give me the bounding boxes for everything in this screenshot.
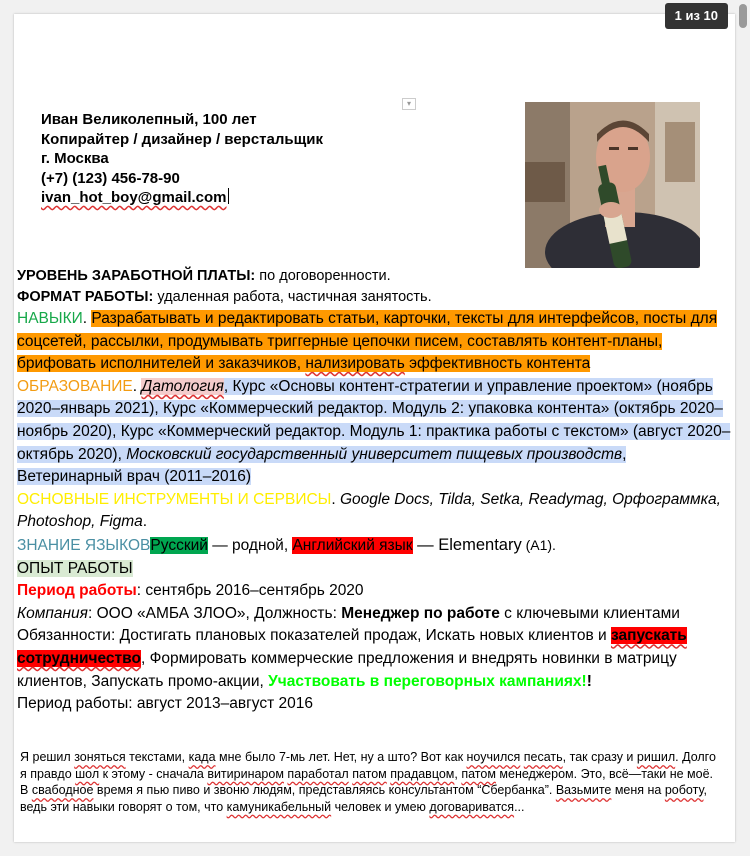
applicant-phone: (+7) (123) 456-78-90 xyxy=(41,169,180,187)
skills-text xyxy=(17,310,717,372)
education-degree: , Ветеринарный врач (2011–2016) xyxy=(17,445,627,486)
story-text: Я решил xyxy=(20,750,75,764)
contact-header xyxy=(41,110,323,208)
story-text: менеджером. Это, всё—таки не моё. В xyxy=(20,766,713,798)
education-label: ОБРАЗОВАНИЕ xyxy=(17,377,133,395)
story-text: , xyxy=(454,766,462,781)
misspelled-word: ноучился xyxy=(466,750,521,764)
duties-start: Обязанности: Достигать плановых показателей продаж, Искать новых клиентов и xyxy=(17,627,611,645)
tools-label: ОСНОВНЫЕ ИНСТРУМЕНТЫ И СЕРВИСЫ xyxy=(17,490,332,508)
education-courses: , Курс «Основы контент-стратегии и управление проектом» (ноябрь 2020–январь 2021), Курс «Коммерческий редактор. Модуль 2: упаковка контента» (октябрь 2020–ноябрь 2020), Курс «Коммерческий редактор. Модуль 1: практика работы с текстом» (август 2020–октябрь 2020), xyxy=(17,377,731,463)
duties-middle: , Формировать коммерческие предложения и внедрять новинки в матрицу клиентов, Запускать промо-акции, xyxy=(17,649,677,690)
duties-highlight-green: Участвовать в переговорных кампаниях! xyxy=(268,672,587,690)
misspelled-word: свабодное xyxy=(31,783,94,798)
story-text: текстами, xyxy=(125,750,189,764)
format-label: ФОРМАТ РАБОТЫ: xyxy=(17,289,154,305)
company-label: Компания xyxy=(17,604,88,622)
story-text: ... xyxy=(514,799,525,814)
misspelled-word: камуникабельный xyxy=(226,799,332,814)
misspelled-word: патом xyxy=(352,766,387,781)
language-english-code: (A1). xyxy=(521,536,556,553)
misspelled-word: када xyxy=(188,750,216,764)
period-label: Период работы xyxy=(17,582,137,600)
resume-body xyxy=(17,266,735,716)
experience-company xyxy=(17,603,735,626)
applicant-email[interactable]: ivan_hot_boy@gmail.com xyxy=(41,189,227,206)
experience-heading-line xyxy=(17,558,735,581)
misspelled-word: прадавцом xyxy=(390,766,455,781)
education-section: ОБРАЗОВАНИЕ. Датология, Курс «Основы контент-стратегии и управление проектом» (ноябрь 2020–январь 2021), Курс «Коммерческий редактор. Модуль 2: упаковка контента» (октябрь 2020–ноябрь 2020), Курс «Коммерческий редактор. Модуль 1: практика работы с текстом» (август 2020–октябрь 2020), Московский государственный университет пищевых производств, Ветеринарный врач (2011–2016) xyxy=(17,377,731,486)
story-text: к этому - сначала xyxy=(99,766,208,781)
chevron-down-icon[interactable]: ▾ xyxy=(402,98,416,110)
experience-period xyxy=(17,580,735,603)
languages-label: ЗНАНИЕ ЯЗЫКОВ xyxy=(17,536,151,554)
misspelled-word: шол xyxy=(75,766,100,781)
personal-story xyxy=(20,749,720,815)
tools-list: Google Docs, Tilda, Setka, Readymag, Орфограммка, Photoshop, Figma xyxy=(17,490,721,531)
story-text: меня на xyxy=(611,783,665,798)
skills-text-main: Разрабатывать и редактировать статьи, карточки, тексты для интерфейсов, посты для соцсетей, рассылки, продумывать триггерные цепочки писем, составлять контент-планы, брифовать исполнителей и заказчиков, xyxy=(17,310,718,373)
tools-section: ОСНОВНЫЕ ИНСТРУМЕНТЫ И СЕРВИСЫ. Google Docs, Tilda, Setka, Readymag, Орфограммка, Photoshop, Figma. xyxy=(17,490,721,531)
text-cursor xyxy=(228,188,229,204)
story-text: время я пью пиво и звоню людям, представляясь консультантом “Сбербанка”. xyxy=(93,783,556,798)
language-english-level: — Elementary xyxy=(412,535,522,554)
story-text: , так сразу и xyxy=(562,750,637,764)
applicant-role: Копирайтер / дизайнер / верстальщик xyxy=(41,130,324,148)
duties-highlight-red: запускать сотрудничество xyxy=(17,627,687,667)
education-university: Московский государственный университет пищевых производств xyxy=(126,445,623,463)
misspelled-word: ришил xyxy=(636,750,676,764)
skills-text-end: эффективность контента xyxy=(404,355,591,373)
experience-label: ОПЫТ РАБОТЫ xyxy=(17,559,133,577)
duties-end: ! xyxy=(586,672,592,690)
language-russian: Русский xyxy=(150,536,208,554)
story-text: человек и умею xyxy=(331,799,430,814)
format-line xyxy=(17,287,735,308)
misspelled-word: витиринаром xyxy=(207,766,284,781)
applicant-city: г. Москва xyxy=(41,150,109,167)
misspelled-word: договариватся xyxy=(429,799,515,814)
salary-value: по договоренности. xyxy=(255,268,391,284)
period-value: : сентябрь 2016–сентябрь 2020 xyxy=(136,582,364,600)
language-russian-level: — родной, xyxy=(207,536,293,554)
skills-label: НАВЫКИ xyxy=(17,310,83,327)
language-english: Английский язык xyxy=(292,536,413,554)
scrollbar-thumb[interactable] xyxy=(739,4,747,28)
misspelled-word: песать xyxy=(523,750,563,764)
languages-section xyxy=(17,534,735,558)
salary-label: УРОВЕНЬ ЗАРАБОТНОЙ ПЛАТЫ: xyxy=(17,268,256,284)
applicant-email-line[interactable] xyxy=(41,188,323,208)
company-value: : ООО «АМБА ЗЛОО», Должность: xyxy=(87,604,342,622)
misspelled-word: роботу xyxy=(664,783,704,798)
skills-section: НАВЫКИ. Разрабатывать и редактировать статьи, карточки, тексты для интерфейсов, посты для соцсетей, рассылки, продумывать триггерные цепочки писем, составлять контент-планы, брифовать исполнителей и заказчиков, нализировать эффективность контента xyxy=(17,310,718,373)
misspelled-word: зоняться xyxy=(74,750,126,764)
position-rest: с ключевыми клиентами xyxy=(499,604,680,622)
position-title: Менеджер по работе xyxy=(341,604,500,622)
avatar xyxy=(525,102,700,268)
page-counter-badge: 1 из 10 xyxy=(665,3,728,29)
experience-period-2: Период работы: август 2013–август 2016 xyxy=(17,695,313,713)
story-text: мне было 7-мь лет. Нет, ну а што? Вот как xyxy=(215,750,467,764)
experience-duties xyxy=(17,625,735,693)
skills-misspelled: нализировать xyxy=(305,355,405,373)
story-text: , ведь эти навыки говорят о том, что xyxy=(20,783,707,814)
story-text: . Долго я правдо xyxy=(20,750,716,781)
format-value: удаленная работа, частичная занятость. xyxy=(153,289,432,305)
misspelled-word: патом xyxy=(461,766,496,781)
salary-line xyxy=(17,266,735,287)
misspelled-word: Вазьмите xyxy=(555,783,612,798)
education-course0: Датология xyxy=(141,377,224,395)
applicant-name: Иван Великолепный, 100 лет xyxy=(41,111,257,128)
misspelled-word: паработал xyxy=(287,766,349,781)
